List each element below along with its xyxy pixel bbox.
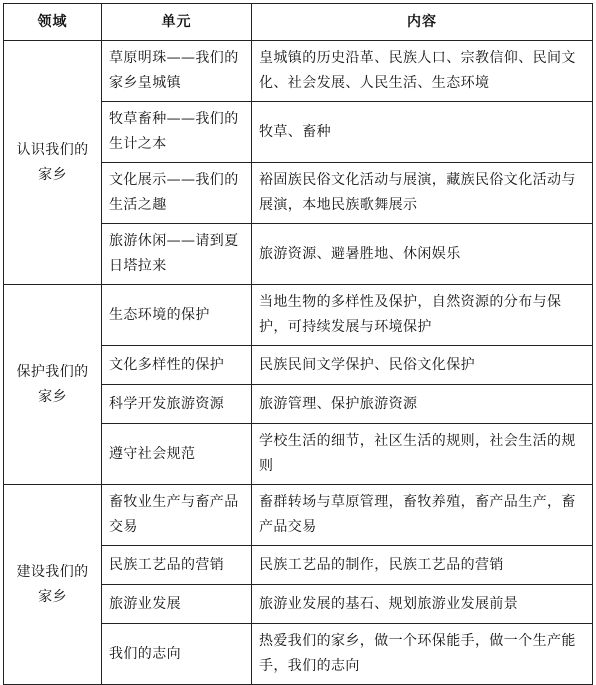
unit-cell: 我们的志向 [102, 624, 252, 685]
unit-cell: 草原明珠——我们的家乡皇城镇 [102, 41, 252, 102]
unit-cell: 科学开发旅游资源 [102, 385, 252, 424]
header-row [4, 4, 593, 41]
header-domain: 领域 [4, 4, 102, 41]
content-cell: 畜群转场与草原管理，畜牧养殖，畜产品生产，畜产品交易 [252, 485, 593, 546]
domain-cell: 建设我们的家乡 [4, 485, 102, 685]
unit-cell: 文化多样性的保护 [102, 346, 252, 385]
table-row [4, 485, 593, 546]
unit-cell: 文化展示——我们的生活之趣 [102, 163, 252, 224]
content-cell: 裕固族民俗文化活动与展演，藏族民俗文化活动与展演，本地民族歌舞展示 [252, 163, 593, 224]
unit-cell: 生态环境的保护 [102, 285, 252, 346]
content-cell: 牧草、畜种 [252, 102, 593, 163]
content-cell: 民族民间文学保护、民俗文化保护 [252, 346, 593, 385]
table-row [4, 285, 593, 346]
domain-cell: 保护我们的家乡 [4, 285, 102, 485]
unit-cell: 旅游业发展 [102, 585, 252, 624]
table-row [4, 41, 593, 102]
content-cell: 旅游资源、避暑胜地、休闲娱乐 [252, 224, 593, 285]
content-cell: 皇城镇的历史沿革、民族人口、宗教信仰、民间文化、社会发展、人民生活、生态环境 [252, 41, 593, 102]
header-content: 内容 [252, 4, 593, 41]
domain-cell: 认识我们的家乡 [4, 41, 102, 285]
header-unit: 单元 [102, 4, 252, 41]
unit-cell: 遵守社会规范 [102, 424, 252, 485]
unit-cell: 畜牧业生产与畜产品交易 [102, 485, 252, 546]
content-cell: 旅游业发展的基石、规划旅游业发展前景 [252, 585, 593, 624]
unit-cell: 牧草畜种——我们的生计之本 [102, 102, 252, 163]
curriculum-table [3, 3, 593, 685]
unit-cell: 旅游休闲——请到夏日塔拉来 [102, 224, 252, 285]
content-cell: 学校生活的细节，社区生活的规则，社会生活的规则 [252, 424, 593, 485]
unit-cell: 民族工艺品的营销 [102, 546, 252, 585]
content-cell: 热爱我们的家乡，做一个环保能手，做一个生产能手，我们的志向 [252, 624, 593, 685]
content-cell: 民族工艺品的制作，民族工艺品的营销 [252, 546, 593, 585]
content-cell: 旅游管理、保护旅游资源 [252, 385, 593, 424]
content-cell: 当地生物的多样性及保护，自然资源的分布与保护，可持续发展与环境保护 [252, 285, 593, 346]
